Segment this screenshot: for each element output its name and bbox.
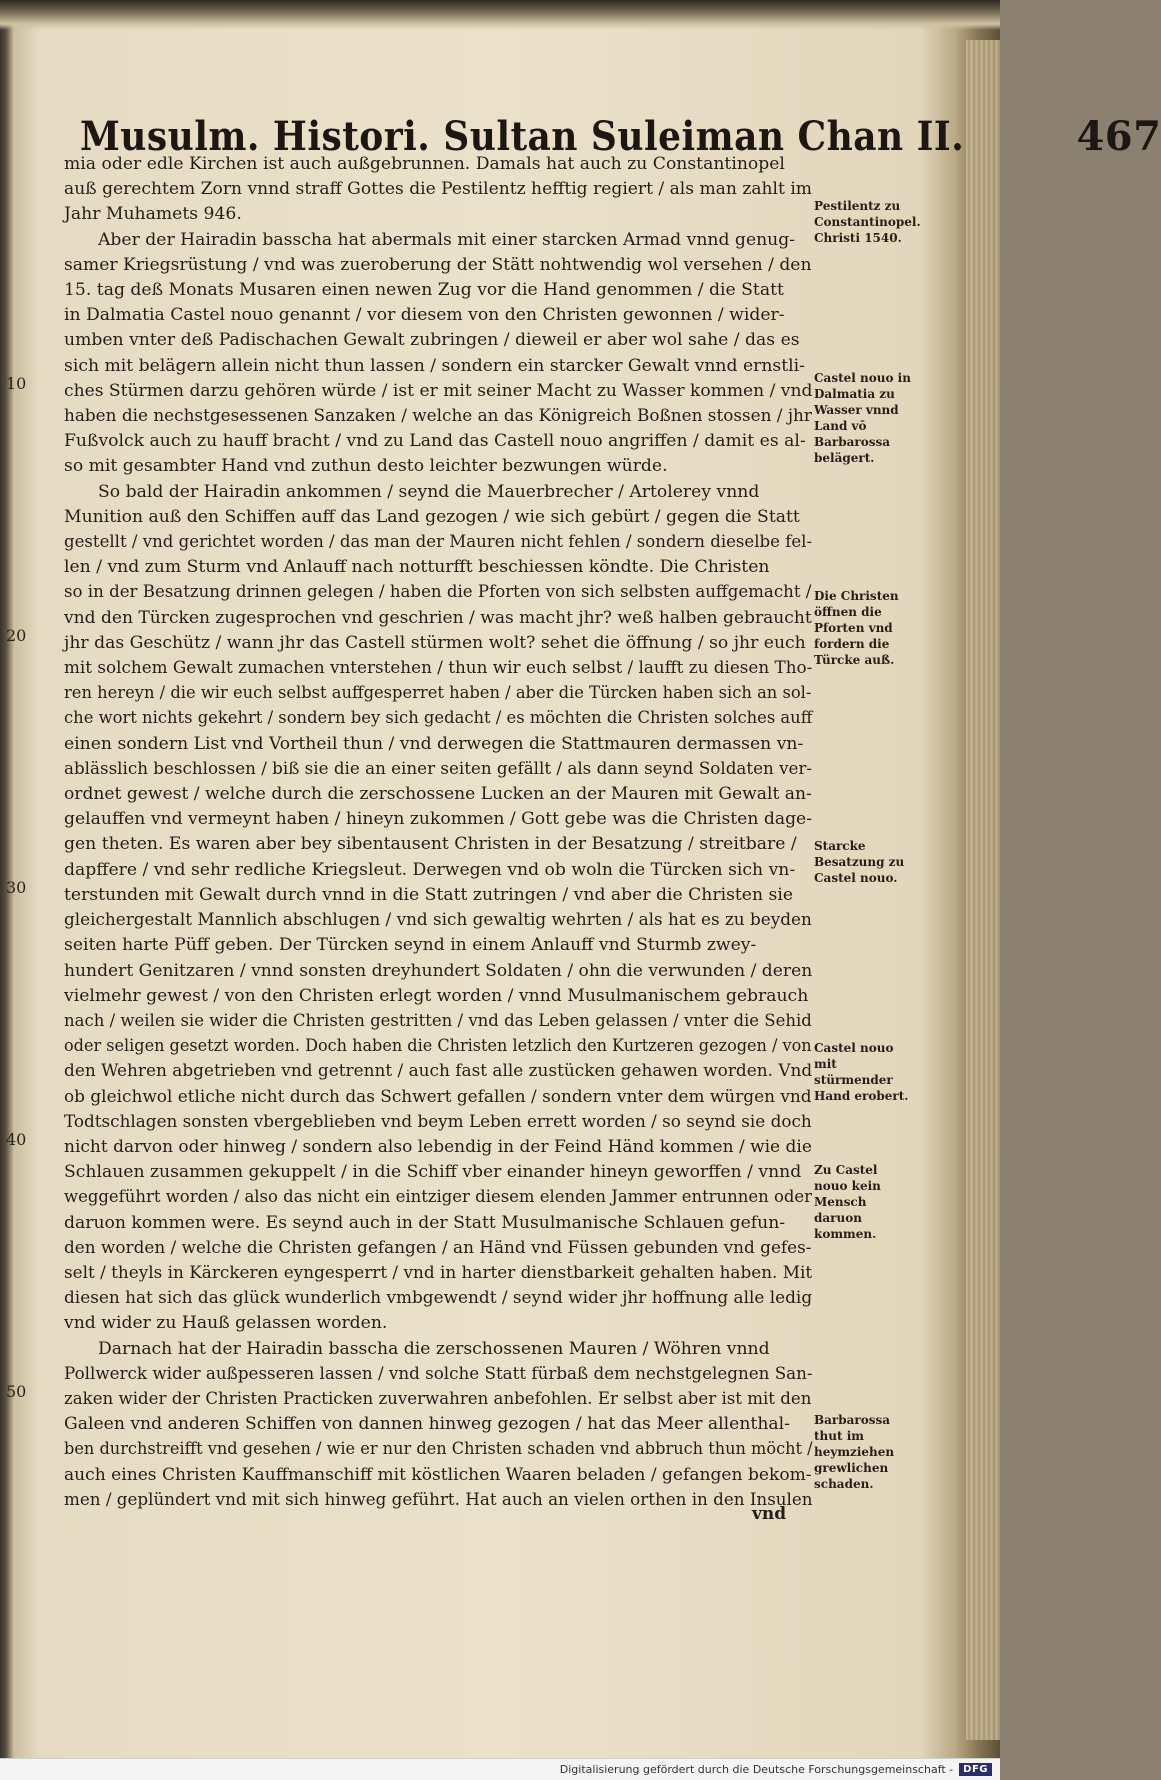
text-line: ben durchstreifft vnd gesehen / wie er nur den Christen schaden vnd abbruch thun möcht / xyxy=(64,1439,813,1460)
text-line: hundert Genitzaren / vnnd sonsten dreyhundert Soldaten / ohn die verwunden / deren xyxy=(64,960,813,981)
margin-note-pestilence: Pestilentz zu Constantinopel. Christi 1540. xyxy=(814,199,921,245)
text-line: mia oder edle Kirchen ist auch außgebrunnen. Damals hat auch zu Constantinopel xyxy=(64,154,785,174)
text-line: zaken wider der Christen Practicken zuverwahren anbefohlen. Er selbst aber ist mit den xyxy=(64,1388,812,1409)
text-line: auch eines Christen Kauffmanschiff mit köstlichen Waaren beladen / gefangen bekom- xyxy=(64,1464,812,1485)
text-line: Darnach hat der Hairadin basscha die zerschossenen Mauren / Wöhren vnnd xyxy=(98,1338,770,1359)
text-line: den worden / welche die Christen gefangen / an Händ vnd Füssen gebunden vnd gefes- xyxy=(64,1237,812,1258)
text-line: haben die nechstgesessenen Sanzaken / welche an das Königreich Boßnen stossen / jhr xyxy=(64,406,812,427)
margin-note-castel-nouo-conquered: Castel nouo mit stürmender Hand erobert. xyxy=(814,1041,909,1103)
margin-note-strong-garrison: Starcke Besatzung zu Castel nouo. xyxy=(814,839,905,885)
catchword: vnd xyxy=(752,1504,787,1524)
text-line: ordnet gewest / welche durch die zerschossene Lucken an der Mauren mit Gewalt an- xyxy=(64,784,812,805)
text-line: men / geplündert vnd mit sich hinweg geführt. Hat auch an vielen orthen in den Insulen xyxy=(64,1489,813,1510)
text-line: len / vnd zum Sturm vnd Anlauff nach notturfft beschiessen köndte. Die Christen xyxy=(64,557,770,578)
text-line: ablässlich beschlossen / biß sie die an einer seiten gefällt / als dann seynd Soldaten ver- xyxy=(64,758,813,779)
margin-note-no-survivors: Zu Castel nouo kein Mensch daruon kommen. xyxy=(814,1163,881,1241)
text-line: so mit gesambter Hand vnd zuthun desto leichter bezwungen würde. xyxy=(64,456,668,477)
text-line: daruon kommen were. Es seynd auch in der Statt Musulmanische Schlauen gefun- xyxy=(64,1212,786,1233)
text-line: Fußvolck auch zu hauff bracht / vnd zu Land das Castell nouo angriffen / damit es al- xyxy=(64,431,806,452)
text-line: ren hereyn / die wir euch selbst auffgesperret haben / aber die Türcken haben sich an sol- xyxy=(64,683,812,704)
text-line: che wort nichts gekehrt / sondern bey sich gedacht / es möchten die Christen solches auff xyxy=(64,708,813,729)
text-line: vnd den Türcken zugesprochen vnd geschrien / was macht jhr? weß halben gebraucht xyxy=(64,607,812,628)
text-line: oder seligen gesetzt worden. Doch haben die Christen letzlich den Kurtzeren gezogen / von xyxy=(64,1036,812,1057)
text-line: umben vnter deß Padischachen Gewalt zubringen / dieweil er aber wol sahe / das es xyxy=(64,330,800,351)
text-line: Aber der Hairadin basscha hat abermals mit einer starcken Armad vnnd genug- xyxy=(98,229,796,250)
text-line: gleichergestalt Mannlich abschlugen / vnd sich gewaltig wehrten / als hat es zu beyden xyxy=(64,910,812,931)
text-line: auß gerechtem Zorn vnnd straff Gottes die Pestilentz hefftig regiert / als man zahlt im xyxy=(64,179,813,200)
digitization-footer xyxy=(0,1758,1000,1780)
text-line: seiten harte Püff geben. Der Türcken seynd in einem Anlauff vnd Sturmb zwey- xyxy=(64,935,757,956)
funding-credit: Digitalisierung gefördert durch die Deutsche Forschungsgemeinschaft - xyxy=(559,1763,954,1776)
text-line: gen theten. Es waren aber bey sibentausent Christen in der Besatzung / streitbare / xyxy=(64,834,797,855)
margin-note-castel-nouo-siege: Castel nouo in Dalmatia zu Wasser vnnd Land vō Barbarossa belägert. xyxy=(814,371,911,465)
text-line: samer Kriegsrüstung / vnd was zueroberung der Stätt nohtwendig wol versehen / den xyxy=(64,254,812,275)
text-line: jhr das Geschütz / wann jhr das Castell stürmen wolt? sehet die öffnung / so jhr euch xyxy=(64,632,806,653)
main-text-column xyxy=(64,152,812,1513)
text-line: Jahr Muhamets 946. xyxy=(64,204,242,225)
text-line: dapffere / vnd sehr redliche Kriegsleut. Derwegen vnd ob woln die Türcken sich vn- xyxy=(64,859,796,880)
text-line: Todtschlagen sonsten vbergeblieben vnd beym Leben errett worden / so seynd sie doch xyxy=(64,1111,812,1132)
text-line: ob gleichwol etliche nicht durch das Schwert gefallen / sondern vnter dem würgen vnd xyxy=(64,1086,812,1107)
text-line: ches Stürmen darzu gehören würde / ist er mit seiner Macht zu Wasser kommen / vnd xyxy=(64,380,813,401)
text-line: Galeen vnd anderen Schiffen von dannen hinweg gezogen / hat das Meer allenthal- xyxy=(64,1414,790,1435)
text-line: Munition auß den Schiffen auff das Land gezogen / wie sich gebürt / gegen die Statt xyxy=(64,506,800,527)
text-line: Pollwerck wider außpesseren lassen / vnd solche Statt fürbaß dem nechstgelegnen San- xyxy=(64,1363,813,1384)
text-line: 15. tag deß Monats Musaren einen newen Zug vor die Hand genommen / die Statt xyxy=(64,280,784,301)
text-line: vielmehr gewest / von den Christen erlegt worden / vnnd Musulmanischem gebrauch xyxy=(64,985,809,1006)
line-number-30: 30 xyxy=(6,878,27,897)
text-line: so in der Besatzung drinnen gelegen / haben die Pforten von sich selbsten auffgemacht / xyxy=(64,582,812,603)
text-line: nicht darvon oder hinweg / sondern also lebendig in der Feind Händ kommen / wie die xyxy=(64,1136,812,1157)
margin-note-barbarossa-damage: Barbarossa thut im heymziehen grewlichen schaden. xyxy=(814,1413,895,1491)
line-number-40: 40 xyxy=(6,1130,27,1149)
header-title: Musulm. Histori. Sultan Suleiman Chan II. xyxy=(80,113,965,160)
margin-note-christians-open-gates: Die Christen öffnen die Pforten vnd fordern die Türcke auß. xyxy=(814,589,899,667)
text-line: terstunden mit Gewalt durch vnnd in die Statt zutringen / vnd aber die Christen sie xyxy=(64,884,794,905)
running-header xyxy=(80,100,1161,160)
text-line: weggeführt worden / also das nicht ein eintziger diesem elenden Jammer entrunnen oder xyxy=(64,1187,813,1208)
text-line: selt / theyls in Kärckeren eyngesperrt / vnd in harter dienstbarkeit gehalten haben. Mit xyxy=(64,1262,813,1283)
text-line: vnd wider zu Hauß gelassen worden. xyxy=(64,1313,388,1334)
dfg-logo: DFG xyxy=(959,1763,992,1776)
text-line: gelauffen vnd vermeynt haben / hineyn zukommen / Gott gebe was die Christen dage- xyxy=(64,809,813,830)
text-line: gestellt / vnd gerichtet worden / das man der Mauren nicht fehlen / sondern dieselbe fel- xyxy=(64,532,813,553)
text-line: mit solchem Gewalt zumachen vnterstehen / thun wir euch selbst / laufft zu diesen Tho- xyxy=(64,658,813,679)
line-number-50: 50 xyxy=(6,1382,27,1401)
page-number: 467 xyxy=(1076,113,1161,160)
line-number-10: 10 xyxy=(6,374,27,393)
text-line: in Dalmatia Castel nouo genannt / vor diesem von den Christen gewonnen / wider- xyxy=(64,305,785,326)
text-line: sich mit belägern allein nicht thun lassen / sondern ein starcker Gewalt vnnd ernstli- xyxy=(64,355,805,376)
text-line: einen sondern List vnd Vortheil thun / vnd derwegen die Stattmauren dermassen vn- xyxy=(64,733,804,754)
page-top-edge xyxy=(0,0,1000,30)
text-line: Schlauen zusammen gekuppelt / in die Schiff vber einander hineyn geworffen / vnnd xyxy=(64,1162,802,1183)
text-line: diesen hat sich das glück wunderlich vmbgewendt / seynd wider jhr hoffnung alle ledig xyxy=(64,1288,813,1309)
text-line: So bald der Hairadin ankommen / seynd die Mauerbrecher / Artolerey vnnd xyxy=(98,481,760,502)
page-stack-edges xyxy=(966,40,1000,1740)
line-number-20: 20 xyxy=(6,626,27,645)
text-line: den Wehren abgetrieben vnd getrennt / auch fast alle zustücken gehawen worden. Vnd xyxy=(64,1061,813,1082)
text-line: nach / weilen sie wider die Christen gestritten / vnd das Leben gelassen / vnter die Sehid xyxy=(64,1010,812,1031)
